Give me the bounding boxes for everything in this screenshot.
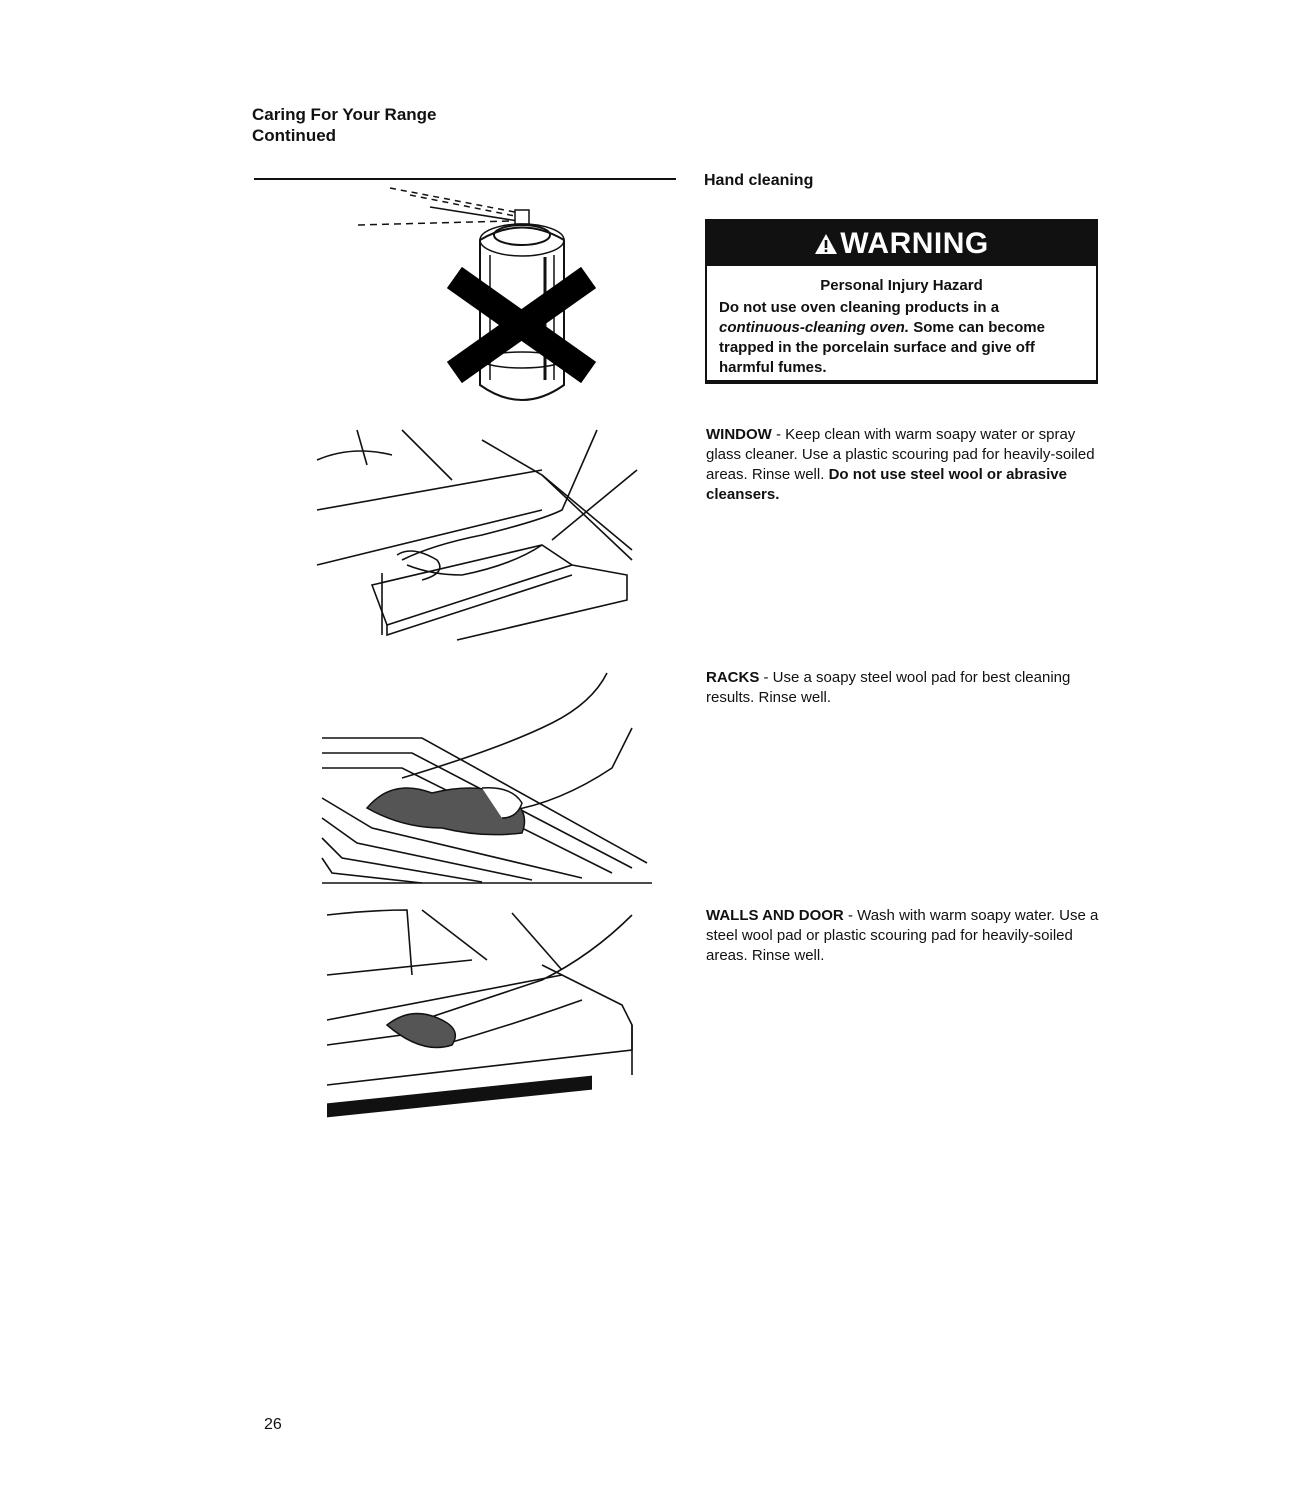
warning-subtitle: Personal Injury Hazard: [820, 277, 983, 294]
page-number: 26: [264, 1416, 282, 1433]
window-cleaning-illustration: [312, 425, 657, 647]
warning-banner: [707, 221, 1096, 266]
page-header: [252, 104, 437, 146]
warning-text-rest: Some can become trapped in the porcelain surface and give off harmful fumes.: [719, 319, 1045, 376]
section-title: Hand cleaning: [704, 172, 814, 189]
window-text: - Keep clean with warm soapy water or spray glass cleaner. Use a plastic scouring pad for heavily-soiled areas. Rinse well.: [706, 426, 1095, 483]
warning-triangle-icon: [814, 233, 838, 255]
warning-text: [719, 298, 1089, 378]
header-title: Caring For Your Range: [252, 105, 437, 124]
rack-cleaning-illustration: [312, 668, 657, 890]
window-instructions: [706, 425, 1101, 505]
warning-box: [705, 219, 1098, 384]
walls-instructions: [706, 906, 1101, 966]
warning-label: WARNING: [840, 226, 989, 260]
window-lead: WINDOW: [706, 426, 772, 443]
header-subtitle: Continued: [252, 126, 337, 145]
racks-lead: RACKS: [706, 669, 760, 686]
no-spray-oven-cleaner-icon: [350, 185, 610, 415]
warning-text-start: Do not use oven cleaning products in a: [719, 299, 1000, 316]
racks-instructions: [706, 668, 1101, 708]
walls-lead: WALLS AND DOOR: [706, 907, 844, 924]
section-divider: [254, 178, 676, 180]
warning-text-italic: continuous-cleaning oven.: [719, 319, 910, 336]
racks-text: - Use a soapy steel wool pad for best cleaning results. Rinse well.: [706, 669, 1071, 706]
wall-door-cleaning-illustration: [312, 905, 657, 1130]
window-bold-tail: Do not use steel wool or abrasive cleansers.: [706, 466, 1067, 503]
walls-text: - Wash with warm soapy water. Use a steel wool pad or plastic scouring pad for heavily-soiled areas. Rinse well.: [706, 907, 1099, 964]
